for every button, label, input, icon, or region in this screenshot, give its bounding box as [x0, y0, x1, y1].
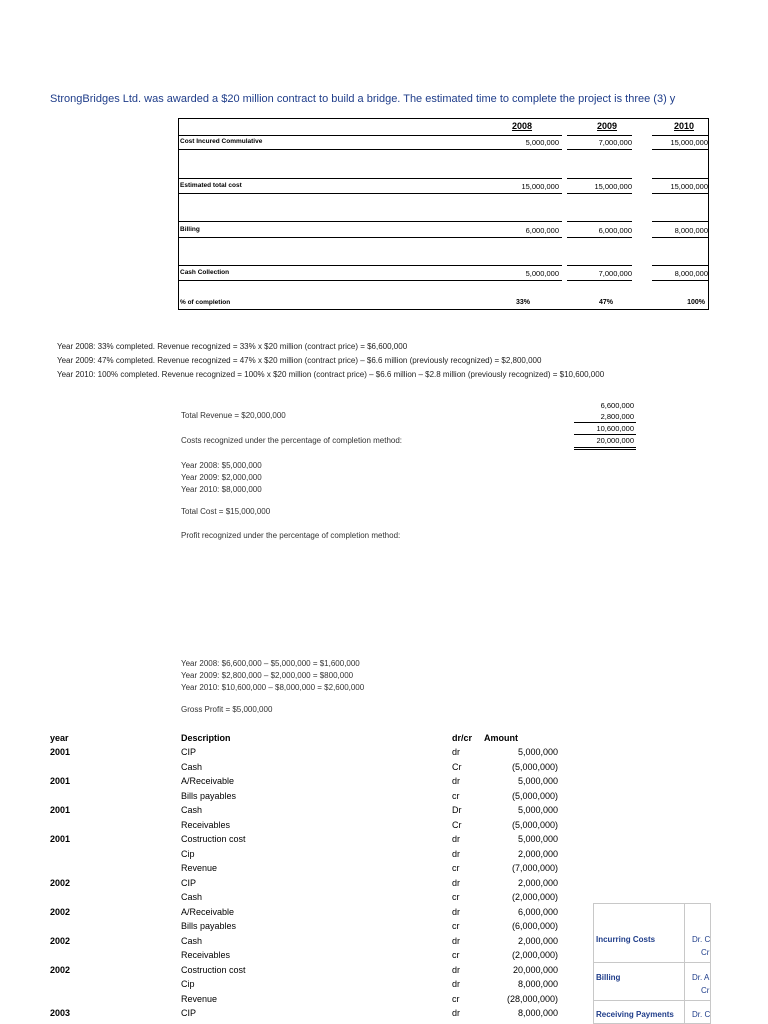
total-cost: Total Cost = $15,000,000	[181, 507, 271, 516]
profit-line: Year 2008: $6,600,000 – $5,000,000 = $1,600,000	[181, 659, 360, 668]
journal-header-amount: Amount	[484, 733, 518, 743]
side-table	[593, 903, 711, 1024]
side-value: Cr	[701, 948, 710, 957]
journal-description: CIP	[181, 747, 197, 757]
document-title: StrongBridges Ltd. was awarded a $20 million contract to build a bridge. The estimated time to complete the project is three (3) y	[50, 93, 676, 105]
journal-amount: (5,000,000)	[511, 761, 558, 772]
journal-amount: 8,000,000	[517, 979, 558, 989]
row-label-percent-completion: % of completion	[180, 299, 231, 306]
journal-amount: (5,000,000)	[511, 819, 558, 830]
cell: 6,000,000	[525, 226, 559, 235]
journal-amount: (5,000,000)	[511, 790, 558, 801]
journal-year: 2002	[50, 877, 71, 888]
journal-drcr: cr	[452, 863, 460, 873]
cell: 47%	[598, 299, 613, 306]
cell: 15,000,000	[521, 182, 559, 191]
cell: 7,000,000	[598, 269, 632, 278]
journal-amount: (6,000,000)	[511, 921, 558, 931]
journal-year: 2001	[50, 747, 71, 757]
cell: 8,000,000	[674, 269, 708, 278]
journal-description: Receivables	[181, 819, 231, 830]
journal-drcr: dr	[452, 776, 461, 786]
journal-amount: 5,000,000	[517, 805, 558, 815]
journal-year: 2001	[50, 805, 71, 815]
journal-drcr: cr	[452, 892, 460, 902]
row-label-cost-incurred: Cost Incured Commulative	[180, 138, 263, 145]
side-label-billing: Billing	[596, 973, 621, 982]
journal-drcr: cr	[452, 993, 460, 1004]
revenue-num: 2,800,000	[600, 412, 634, 421]
journal-year: 2003	[50, 1008, 71, 1018]
journal-drcr: cr	[452, 950, 460, 960]
journal-amount: 2,000,000	[517, 877, 558, 888]
journal-description: CIP	[181, 1008, 197, 1018]
cell: 33%	[515, 299, 530, 306]
journal-description: A/Receivable	[181, 776, 235, 786]
cost-line: Year 2010: $8,000,000	[181, 485, 262, 494]
journal-drcr: Cr	[452, 819, 462, 830]
journal-amount: 20,000,000	[512, 964, 558, 975]
journal-drcr: dr	[452, 877, 461, 888]
note-2008: Year 2008: 33% completed. Revenue recognized = 33% x $20 million (contract price) = $6,600,000	[57, 342, 408, 351]
year-header-2010: 2010	[673, 121, 695, 131]
journal-description: Cash	[181, 892, 203, 902]
journal-description: Cash	[181, 761, 203, 772]
journal-description: Bills payables	[181, 921, 237, 931]
cell: 15,000,000	[670, 182, 708, 191]
journal-amount: (2,000,000)	[511, 892, 558, 902]
side-label-receiving-payments: Receiving Payments	[596, 1010, 674, 1019]
journal-description: Cip	[181, 848, 195, 859]
journal-year: 2002	[50, 964, 71, 975]
journal-drcr: cr	[452, 790, 460, 801]
costs-heading: Costs recognized under the percentage of completion method:	[181, 436, 403, 445]
journal-year: 2002	[50, 935, 71, 946]
journal-description: A/Receivable	[181, 906, 235, 917]
side-value: Dr. A	[692, 973, 710, 982]
journal-description: CIP	[181, 877, 197, 888]
cell: 15,000,000	[594, 182, 632, 191]
profit-line: Year 2009: $2,800,000 – $2,000,000 = $800,000	[181, 671, 354, 680]
journal-drcr: cr	[452, 921, 460, 931]
journal-drcr: Cr	[452, 761, 462, 772]
cost-line: Year 2008: $5,000,000	[181, 461, 262, 470]
journal-description: Revenue	[181, 993, 218, 1004]
journal-amount: 2,000,000	[517, 935, 558, 946]
journal-description: Cip	[181, 979, 195, 989]
journal-description: Costruction cost	[181, 964, 246, 975]
journal-drcr: Dr	[452, 805, 462, 815]
row-label-billing: Billing	[180, 226, 200, 233]
journal-amount: 5,000,000	[517, 834, 558, 844]
side-label-incurring-costs: Incurring Costs	[596, 935, 656, 944]
note-2009: Year 2009: 47% completed. Revenue recognized = 47% x $20 million (contract price) – $6.6 million (previously recognized) = $2,800,000	[57, 356, 542, 365]
journal-amount: 6,000,000	[517, 906, 558, 917]
journal-drcr: dr	[452, 747, 461, 757]
journal-year: 2002	[50, 906, 71, 917]
journal-description: Cash	[181, 805, 203, 815]
journal-header-drcr: dr/cr	[452, 733, 473, 743]
journal-drcr: dr	[452, 935, 461, 946]
journal-amount: 8,000,000	[517, 1008, 558, 1018]
year-header-2009: 2009	[596, 121, 618, 131]
gross-profit: Gross Profit = $5,000,000	[181, 705, 273, 714]
revenue-num: 6,600,000	[600, 401, 634, 410]
year-header-2008: 2008	[511, 121, 533, 131]
journal-amount: 2,000,000	[517, 848, 558, 859]
cell: 100%	[687, 299, 705, 306]
journal-year: 2001	[50, 834, 71, 844]
journal-drcr: dr	[452, 1008, 461, 1018]
revenue-total: 20,000,000	[596, 436, 634, 445]
journal-description: Revenue	[181, 863, 218, 873]
journal-drcr: dr	[452, 834, 461, 844]
cost-line: Year 2009: $2,000,000	[181, 473, 262, 482]
cell: 6,000,000	[598, 226, 632, 235]
profit-heading: Profit recognized under the percentage of completion method:	[181, 531, 401, 540]
journal-amount: (28,000,000)	[506, 993, 558, 1004]
journal-header-year: year	[50, 733, 69, 743]
cell: 7,000,000	[598, 138, 632, 147]
journal-drcr: dr	[452, 848, 461, 859]
note-2010: Year 2010: 100% completed. Revenue recognized = 100% x $20 million (contract price) – $6.6 million – $2.8 million (previously recognized) = $10,600,000	[57, 370, 605, 379]
cell: 8,000,000	[674, 226, 708, 235]
journal-amount: (7,000,000)	[511, 863, 558, 873]
journal-year: 2001	[50, 776, 71, 786]
side-value: Dr. C	[692, 935, 711, 944]
journal-description: Cash	[181, 935, 203, 946]
side-value: Dr. C	[692, 1010, 711, 1019]
journal-description: Bills payables	[181, 790, 237, 801]
row-label-cash-collection: Cash Collection	[180, 269, 230, 276]
journal-drcr: dr	[452, 964, 461, 975]
journal-description: Receivables	[181, 950, 231, 960]
total-revenue: Total Revenue = $20,000,000	[181, 411, 286, 420]
journal-amount: 5,000,000	[517, 776, 558, 786]
row-label-estimated-total-cost: Estimated total cost	[180, 182, 242, 189]
cell: 5,000,000	[525, 138, 559, 147]
journal-header-description: Description	[181, 733, 231, 743]
side-value: Cr	[701, 986, 710, 995]
revenue-num: 10,600,000	[596, 424, 634, 433]
journal-drcr: dr	[452, 979, 461, 989]
journal-amount: 5,000,000	[517, 747, 558, 757]
profit-line: Year 2010: $10,600,000 – $8,000,000 = $2,600,000	[181, 683, 365, 692]
cell: 5,000,000	[525, 269, 559, 278]
cell: 15,000,000	[670, 138, 708, 147]
journal-drcr: dr	[452, 906, 461, 917]
journal-description: Costruction cost	[181, 834, 246, 844]
journal-amount: (2,000,000)	[511, 950, 558, 960]
